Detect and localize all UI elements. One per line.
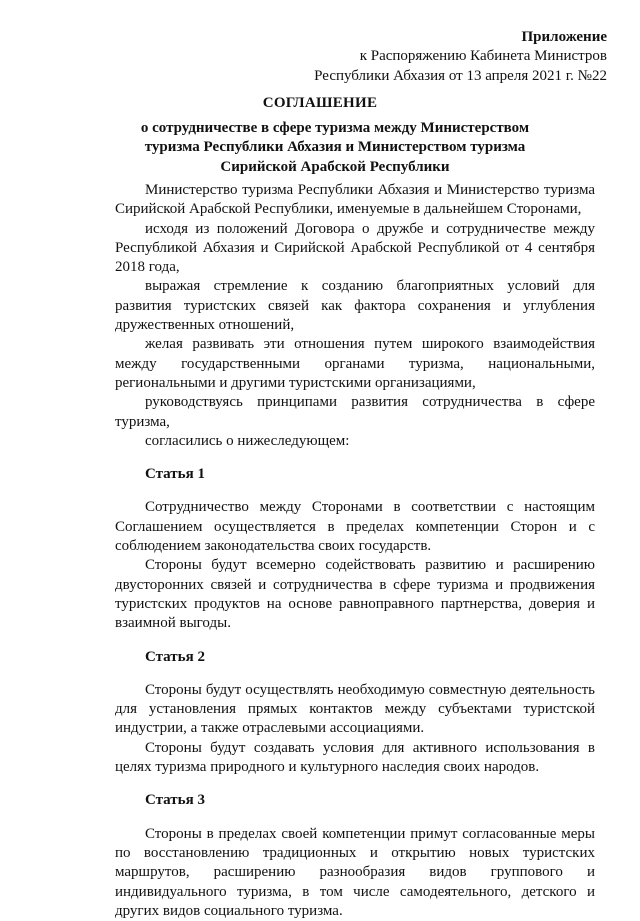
article-2-paragraph: Стороны будут осуществлять необходимую совместную деятельность для установления прямых контактов между субъектами туристской индустрии, а также отраслевыми ассоциациями. — [115, 681, 595, 737]
preamble-paragraph: Министерство туризма Республики Абхазия и Министерство туризма Сирийской Арабской Республики, именуемые в дальнейшем Сторонами, — [115, 182, 595, 218]
appendix-title: Приложение — [521, 29, 607, 45]
article-1-paragraph: Стороны будут всемерно содействовать развитию и расширению двусторонних связей и сотрудничества в сфере туризма и продвижения туристских продуктов на основе равноправного партнерства, доверия и взаимной выгоды. — [115, 557, 595, 632]
preamble-paragraph: желая развивать эти отношения путем широкого взаимодействия между государственными органами туризма, национальными, региональными и другими туристскими организациями, — [115, 336, 595, 391]
preamble-paragraph: согласились о нижеследующем: — [145, 432, 350, 449]
preamble-paragraph: исходя из положений Договора о дружбе и сотрудничестве между Республикой Абхазия и Сирийской Арабской Республикой от 4 сентября 2018 года, — [115, 220, 595, 276]
preamble-paragraph: руководствуясь принципами развития сотрудничества в сфере туризма, — [115, 394, 595, 430]
article-3-paragraph: Стороны в пределах своей компетенции примут согласованные меры по восстановлению традиционных и открытию новых туристских маршрутов, расширению разнообразия видов группового и индивидуального туризма, в том числе самодеятельного, детского и других видов социального туризма. — [115, 825, 595, 919]
article-2-paragraph: Стороны будут создавать условия для активного использования в целях туризма природного и культурного наследия своих народов. — [115, 739, 595, 776]
appendix-line-1: к Распоряжению Кабинета Министров — [359, 48, 607, 65]
preamble-paragraph: выражая стремление к созданию благоприятных условий для развития туристских связей как фактора сохранения и углубления дружественных отношений, — [115, 278, 595, 334]
document-body — [115, 181, 595, 921]
appendix-line-2: Республики Абхазия от 13 апреля 2021 г. №22 — [314, 67, 607, 84]
document-subtitle: о сотрудничестве в сфере туризма между Министерством туризма Республики Абхазия и Министерством туризма Сирийской Арабской Республики — [140, 120, 530, 175]
appendix-header — [314, 28, 607, 86]
article-3-heading: Статья 3 — [145, 792, 205, 809]
article-1-heading: Статья 1 — [145, 466, 205, 483]
article-1-paragraph: Сотрудничество между Сторонами в соответствии с настоящим Соглашением осуществляется в пределах компетенции Сторон и с соблюдением законодательства своих государств. — [115, 499, 595, 555]
article-2-heading: Статья 2 — [145, 648, 205, 665]
document-title: СОГЛАШЕНИЕ — [262, 95, 378, 111]
